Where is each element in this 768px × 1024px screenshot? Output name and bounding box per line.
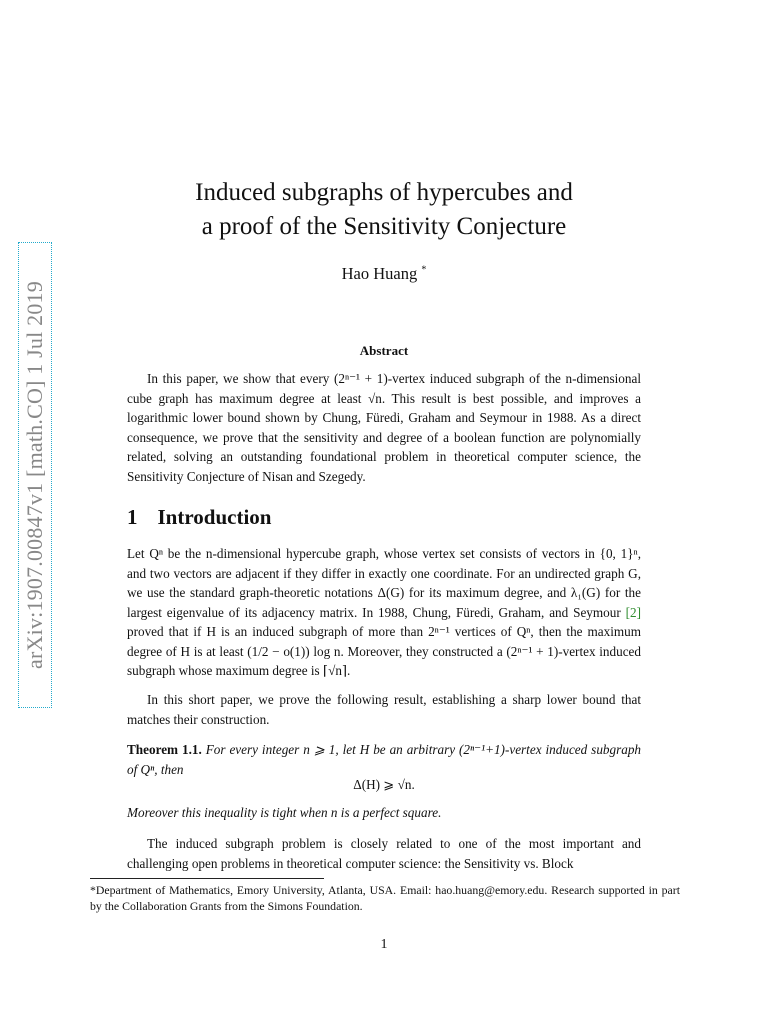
theorem bbox=[127, 740, 641, 779]
arxiv-stamp-text[interactable]: arXiv:1907.00847v1 [math.CO] 1 Jul 2019 bbox=[22, 281, 47, 669]
intro-paragraph-1 bbox=[127, 544, 641, 681]
title-line-2: a proof of the Sensitivity Conjecture bbox=[201, 213, 567, 240]
author-name: Hao Huang bbox=[341, 264, 418, 283]
footnote: *Department of Mathematics, Emory University, Atlanta, USA. Email: hao.huang@emory.edu. Research supported in part by the Collaboration Grants from the Simons Foundation. bbox=[90, 883, 680, 913]
footnote-rule bbox=[90, 878, 324, 879]
arxiv-stamp[interactable] bbox=[18, 242, 52, 708]
intro-p1-text-a: Let Qⁿ be the n-dimensional hypercube graph, whose vertex set consists of vectors in {0, 1}ⁿ, and two vectors are adjacent if they differ in exactly one coordinate. For an undirected graph G, we use the standard graph-theoretic notations Δ(G) for its maximum degree, and λ₁(G) for the largest eigenvalue of its adjacency matrix. In 1988, Chung, Füredi, Graham, and Seymour bbox=[127, 546, 641, 620]
citation-link[interactable]: [2] bbox=[625, 604, 641, 620]
paper-title bbox=[0, 176, 768, 244]
abstract-text: In this paper, we show that every (2ⁿ⁻¹ + 1)-vertex induced subgraph of the n-dimensional cube graph has maximum degree at least √n. This result is best possible, and improves a logarithmic lower bound shown by Chung, Füredi, Graham and Seymour in 1988. As a direct consequence, we prove that the sensitivity and degree of a boolean function are polynomially related, solving an outstanding foundational problem in theoretical computer science, the Sensitivity Conjecture of Nisan and Szegedy. bbox=[127, 371, 641, 484]
author bbox=[0, 264, 768, 284]
theorem-equation: Δ(H) ⩾ √n. bbox=[353, 777, 415, 792]
page-number: 1 bbox=[380, 937, 388, 952]
section-number: 1 bbox=[127, 505, 138, 529]
abstract-heading: Abstract bbox=[359, 343, 409, 358]
author-footnote-mark[interactable]: * bbox=[421, 264, 427, 276]
intro-p1-text-b: proved that if H is an induced subgraph of more than 2ⁿ⁻¹ vertices of Qⁿ, then the maximum degree of H is at least (1/2 − o(1)) log n. Moreover, they constructed a (2ⁿ⁻¹ + 1)-vertex induced subgraph whose maximum degree is ⌈√n⌉. bbox=[127, 624, 641, 678]
title-line-1: Induced subgraphs of hypercubes and bbox=[195, 179, 573, 206]
intro-paragraph-3: The induced subgraph problem is closely related to one of the most important and challenging open problems in theoretical computer science: the Sensitivity vs. Block bbox=[127, 836, 641, 871]
theorem-moreover: Moreover this inequality is tight when n is a perfect square. bbox=[127, 805, 442, 820]
intro-paragraph-2: In this short paper, we prove the following result, establishing a sharp lower bound that matches their construction. bbox=[127, 692, 641, 727]
theorem-label: Theorem 1.1. bbox=[127, 742, 202, 757]
theorem-statement: For every integer n ⩾ 1, let H be an arbitrary (2ⁿ⁻¹+1)-vertex induced subgraph of Qⁿ, then bbox=[127, 742, 642, 777]
section-title: Introduction bbox=[157, 505, 272, 529]
section-heading bbox=[127, 505, 271, 530]
